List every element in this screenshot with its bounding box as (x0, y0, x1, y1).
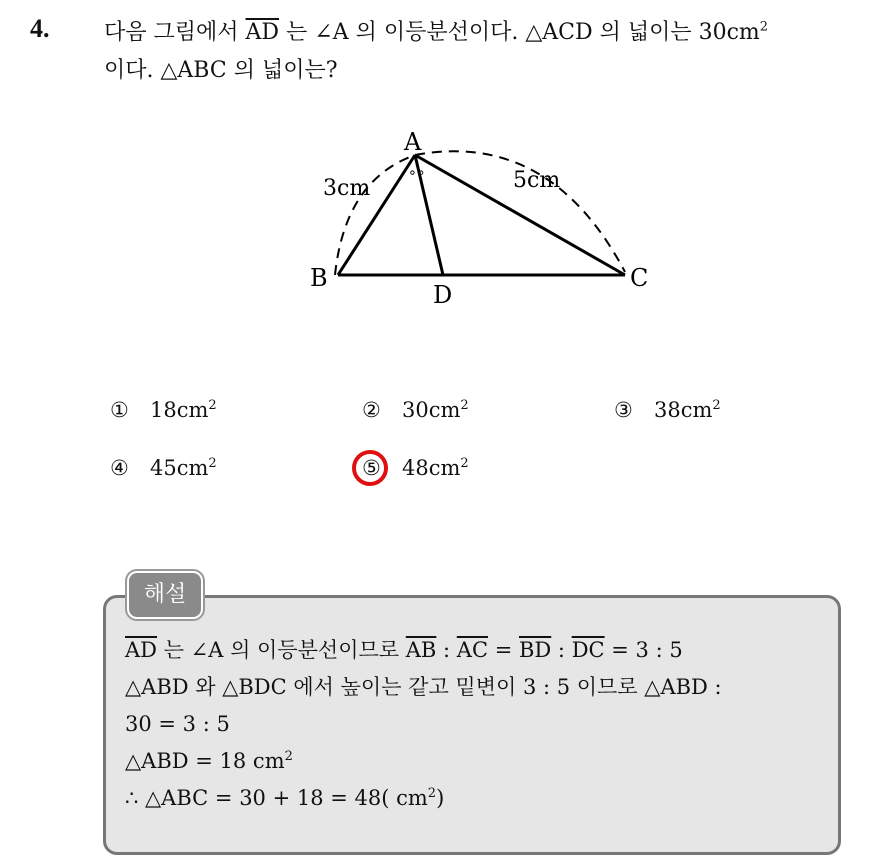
choice-4[interactable]: ④ $45cm^2$ (110, 456, 217, 480)
angle-mark: ∘∘ (408, 165, 426, 181)
solution-badge: 해설 (127, 571, 203, 619)
solution-line-2: △ABD 와 △BDC 에서 높이는 같고 밑변이 3 : 5 이므로 △ABD : (125, 675, 722, 699)
vertex-a: A (404, 128, 422, 156)
triangle-figure (290, 120, 690, 320)
solution-line-5: ∴ △ABC = 30 + 18 = 48( $cm^2$) (125, 786, 445, 810)
question-number: 4. (30, 14, 50, 43)
answer-choices (110, 398, 810, 498)
label-ac: 5cm (513, 168, 561, 193)
choice-5[interactable]: ⑤ $48cm^2$ (362, 456, 469, 480)
solution-line-3: 30 = 3 : 5 (125, 712, 230, 736)
question-line-2: 이다. △ABC 의 넓이는? (104, 58, 338, 83)
vertex-c: C (630, 264, 649, 292)
choice-2[interactable]: ② $30cm^2$ (362, 398, 469, 422)
side-ab (338, 155, 415, 275)
solution-line-4: △ABD = 18 $cm^2$ (125, 749, 293, 773)
solution-text (125, 632, 835, 817)
choice-3[interactable]: ③ $38cm^2$ (614, 398, 721, 422)
solution-line-1: $\overline{AD}$ 는 ∠A 의 이등분선이므로 $\overline{AB}$ : $\overline{AC} = \overline{BD}$ : $\overline{DC} = 3$ : 5 (125, 638, 683, 662)
vertex-b: B (310, 264, 328, 292)
choice-1[interactable]: ① $18cm^2$ (110, 398, 217, 422)
question-line-1: 다음 그림에서 $\overline{AD}$ 는 ∠A 의 이등분선이다. △ACD 의 넓이는 $30cm^2$ (104, 19, 769, 45)
answer-circle-mark (352, 450, 388, 486)
vertex-d: D (433, 281, 453, 309)
segment-ad: $\overline{AD}$ (245, 20, 280, 45)
label-ab: 3cm (323, 176, 371, 201)
question-text (104, 14, 874, 90)
